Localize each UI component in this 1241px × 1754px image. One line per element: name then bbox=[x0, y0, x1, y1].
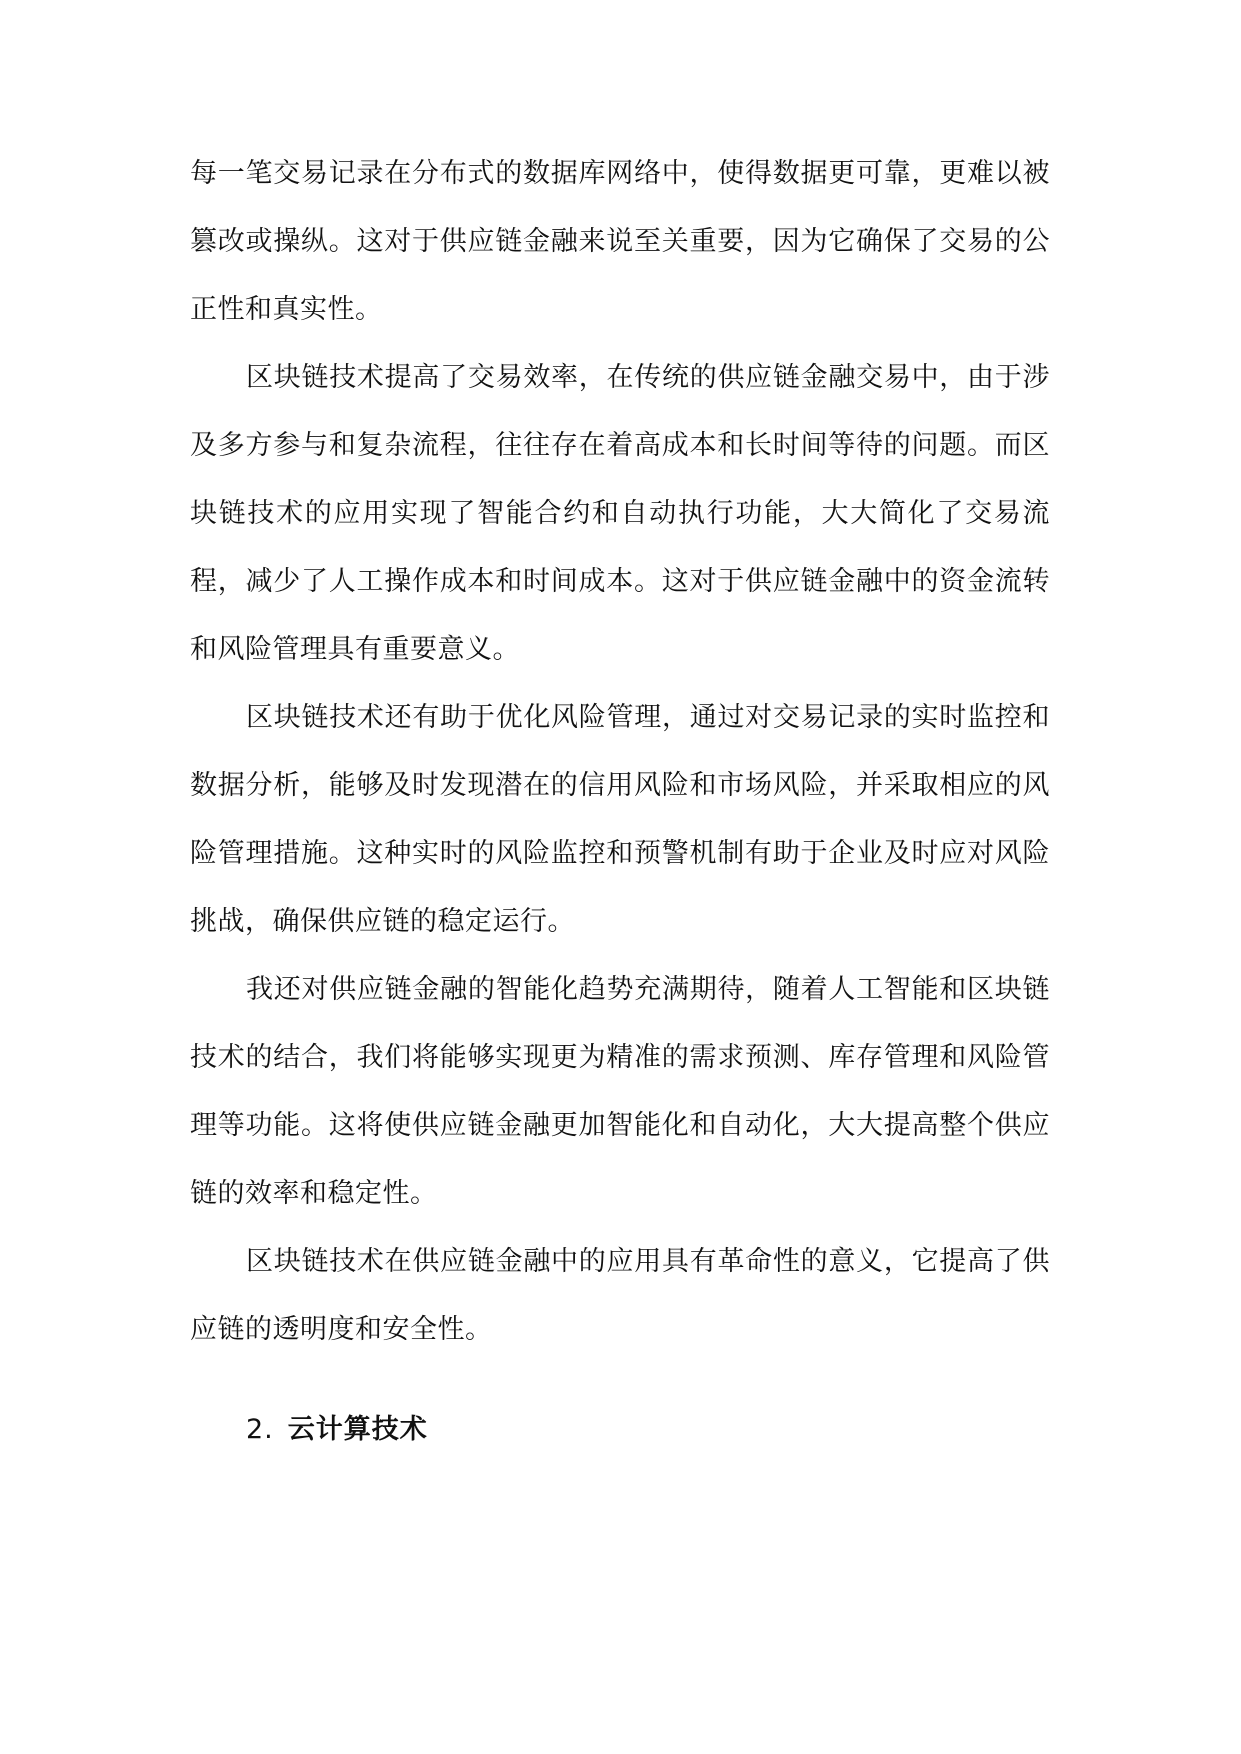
document-page bbox=[190, 140, 1050, 1464]
paragraph-conclusion: 区块链技术在供应链金融中的应用具有革命性的意义，它提高了供应链的透明度和安全性。 bbox=[190, 1246, 1050, 1345]
paragraph-risk-management: 区块链技术还有助于优化风险管理，通过对交易记录的实时监控和数据分析，能够及时发现潜在的信用风险和市场风险，并采取相应的风险管理措施。这种实时的风险监控和预警机制有助于企业及时应对风险挑战，确保供应链的稳定运行。 bbox=[190, 702, 1050, 937]
section-number: 2. bbox=[246, 1414, 274, 1445]
section-heading bbox=[190, 1396, 1050, 1464]
section-title: 云计算技术 bbox=[287, 1414, 428, 1445]
paragraph-intelligent-trend: 我还对供应链金融的智能化趋势充满期待，随着人工智能和区块链技术的结合，我们将能够实现更为精准的需求预测、库存管理和风险管理等功能。这将使供应链金融更加智能化和自动化，大大提高整个供应链的效率和稳定性。 bbox=[190, 974, 1050, 1209]
paragraph-transaction-efficiency: 区块链技术提高了交易效率，在传统的供应链金融交易中，由于涉及多方参与和复杂流程，往往存在着高成本和长时间等待的问题。而区块链技术的应用实现了智能合约和自动执行功能，大大简化了交易流程，减少了人工操作成本和时间成本。这对于供应链金融中的资金流转和风险管理具有重要意义。 bbox=[190, 362, 1050, 665]
paragraph-continuation: 每一笔交易记录在分布式的数据库网络中，使得数据更可靠，更难以被篡改或操纵。这对于供应链金融来说至关重要，因为它确保了交易的公正性和真实性。 bbox=[190, 158, 1050, 325]
